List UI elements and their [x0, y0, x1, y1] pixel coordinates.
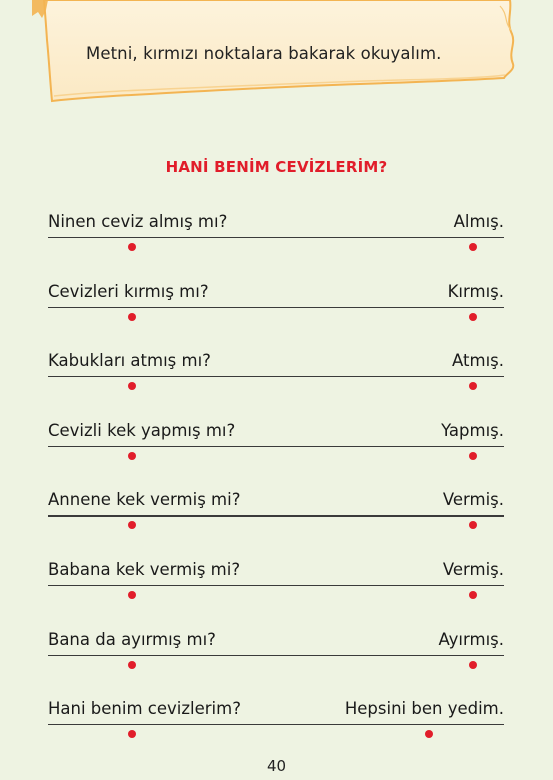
instruction-banner — [0, 0, 553, 110]
reading-row — [48, 405, 504, 475]
red-dot-marker — [469, 661, 477, 669]
reading-row — [48, 683, 504, 753]
answer-text: Ayırmış. — [438, 629, 504, 649]
answer-text: Atmış. — [452, 351, 504, 371]
question-text: Cevizli kek yapmış mı? — [48, 420, 236, 440]
underline — [48, 307, 504, 308]
answer-text: Almış. — [453, 212, 504, 231]
question-text: Cevizleri kırmış mı? — [48, 281, 209, 301]
underline — [48, 585, 504, 586]
answer-text: Yapmış. — [441, 420, 504, 440]
answer-text: Hepsini ben yedim. — [344, 699, 504, 719]
red-dot-marker — [128, 243, 136, 251]
red-dot-marker — [128, 313, 136, 321]
red-dot-marker — [425, 730, 433, 738]
reading-row — [48, 544, 504, 614]
underline — [48, 237, 504, 238]
red-dot-marker — [469, 313, 477, 321]
reading-title: HANİ BENİM CEVİZLERİM? — [165, 158, 388, 176]
question-text: Ninen ceviz almış mı? — [48, 212, 228, 231]
answer-text: Vermiş. — [442, 559, 504, 579]
instruction-text: Metni, kırmızı noktalara bakarak okuyalım. — [86, 44, 442, 63]
red-dot-marker — [469, 521, 477, 529]
question-text: Babana kek vermiş mi? — [48, 559, 241, 579]
reading-row — [48, 474, 504, 544]
reading-row — [48, 335, 504, 405]
red-dot-marker — [128, 382, 136, 390]
red-dot-marker — [469, 452, 477, 460]
red-dot-marker — [469, 382, 477, 390]
underline — [48, 446, 504, 447]
underline — [48, 376, 504, 377]
page-number: 40 — [266, 757, 287, 775]
red-dot-marker — [469, 243, 477, 251]
red-dot-marker — [128, 452, 136, 460]
red-dot-marker — [469, 591, 477, 599]
underline — [48, 724, 504, 725]
underline — [48, 655, 504, 656]
question-text: Kabukları atmış mı? — [48, 351, 211, 371]
answer-text: Kırmış. — [447, 281, 504, 301]
question-text: Annene kek vermiş mi? — [48, 490, 241, 510]
red-dot-marker — [128, 730, 136, 738]
question-text: Bana da ayırmış mı? — [48, 629, 216, 649]
reading-row — [48, 266, 504, 336]
question-text: Hani benim cevizlerim? — [48, 699, 241, 719]
reading-row — [48, 614, 504, 684]
reading-lines — [48, 196, 504, 753]
red-dot-marker — [128, 521, 136, 529]
answer-text: Vermiş. — [442, 490, 504, 510]
underline — [48, 515, 504, 516]
red-dot-marker — [128, 661, 136, 669]
reading-row — [48, 196, 504, 266]
red-dot-marker — [128, 591, 136, 599]
